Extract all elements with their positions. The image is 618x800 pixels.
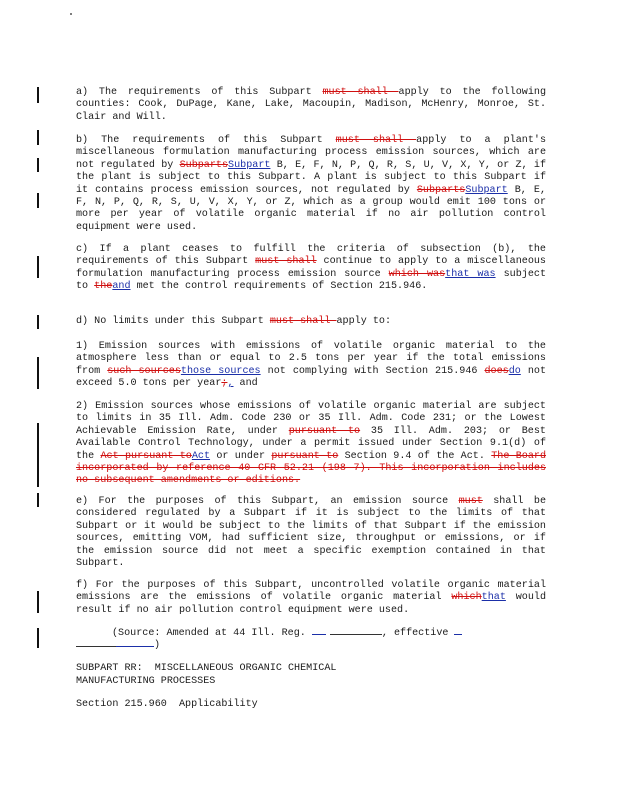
change-bar-d (37, 315, 39, 329)
deleted-text: pursuant to (288, 425, 361, 437)
deleted-text: Subparts (416, 184, 466, 196)
paragraph-text: continue to apply to a miscellaneous formulation manufacturing process emission source (76, 256, 546, 280)
source-note (112, 628, 546, 653)
paragraph-text: 1) Emission sources with emissions of volatile organic material to the atmosphere less than or equal to 2.5 tons per year if the total emissions from (76, 341, 546, 377)
deleted-text: pursuant to (271, 450, 339, 462)
source-reg-line (330, 634, 382, 635)
deleted-text: must shall (269, 316, 337, 327)
paragraph-text: not exceed 5.0 tons per year (76, 365, 547, 390)
paragraph-text: f) For the purposes of this Subpart, uncontrolled volatile organic material emissions are the emissions of volatile organic material (76, 580, 546, 604)
paragraph-d2 (76, 401, 546, 488)
paragraph-text: apply to: (336, 316, 391, 327)
deleted-text: must shall (255, 256, 317, 268)
change-bar-f (37, 591, 39, 613)
deleted-text: Act pursuant to (100, 450, 192, 462)
source-effective: , effective (381, 628, 449, 639)
inserted-text: Subpart (228, 159, 271, 171)
paragraph-text: met the control requirements of Section 215.946. (130, 281, 428, 293)
inserted-text: Subpart (465, 184, 508, 196)
paragraph-a (76, 87, 546, 124)
paragraph-text: B, E, F, N, P, Q, R, S, U, V, X, Y, or Z, which as a group would emit 100 tons or more per year of volatile organic material if no air pollution control equipment were used. (76, 184, 547, 233)
paragraph-text: subject to (76, 268, 546, 293)
paragraph-text: e) For the purposes of this Subpart, an emission source (76, 496, 459, 507)
subpart-heading-line1: SUBPART RR: MISCELLANEOUS ORGANIC CHEMICAL (76, 663, 337, 674)
deleted-text: does (484, 365, 509, 377)
deleted-text: ; (221, 378, 228, 390)
source-effective-blank (454, 634, 462, 635)
paragraph-text: shall be considered regulated by a Subpart if it is subject to the limits of that Subpart or it would be subject to the limits of that Subpart if the emission sources, emitting VOM, had sufficient size, throughput or emissions, or if the emission source did not meet a specific exemption contained in that Subpart. (76, 496, 546, 570)
source-prefix: (Source: Amended at 44 Ill. Reg. (112, 628, 306, 639)
paragraph-text: or under (210, 450, 272, 462)
source-suffix: ) (154, 640, 161, 652)
inserted-text: those sources (180, 365, 261, 377)
source-date-line (76, 646, 116, 647)
paragraph-text: 35 Ill. Adm. 203; or Best Available Control Technology, under a permit issued under Section 9.1(d) of the (76, 425, 546, 462)
section-heading: Section 215.960 Applicability (76, 699, 258, 710)
deleted-text: must (458, 496, 483, 507)
deleted-text: must shall (335, 135, 417, 146)
change-bar-b2 (37, 158, 39, 172)
inserted-text: and (112, 281, 131, 293)
inserted-text: do (508, 365, 521, 377)
deleted-text: which (451, 592, 482, 604)
subpart-heading-line2: MANUFACTURING PROCESSES (76, 676, 216, 687)
change-bar-b3 (37, 193, 39, 208)
deleted-text: which was (388, 268, 446, 280)
paragraph-d (76, 316, 546, 328)
change-bar-b1 (37, 130, 39, 145)
paragraph-text: d) No limits under this Subpart (76, 316, 270, 327)
change-bar-c (37, 256, 39, 278)
paragraph-text: a) The requirements of this Subpart (76, 87, 323, 98)
source-reg-blank (312, 634, 326, 635)
inserted-text: that was (445, 268, 496, 280)
paragraph-text: Section 9.4 of the Act. (338, 450, 492, 462)
change-bar-source (37, 628, 39, 648)
paragraph-d1 (76, 341, 546, 391)
paragraph-b (76, 135, 546, 234)
source-date-blank (116, 646, 154, 647)
paragraph-text: would result if no air pollution control equipment were used. (76, 592, 547, 616)
paragraph-e (76, 496, 546, 570)
deleted-text: such sources (107, 365, 181, 377)
inserted-text: Act (191, 450, 211, 462)
deleted-text: Subparts (179, 159, 229, 171)
paragraph-f (76, 580, 546, 617)
paragraph-text: and (233, 378, 258, 390)
paragraph-text: apply to a plant's miscellaneous formulation manufacturing process emission sources, which are not regulated by (76, 135, 547, 171)
paragraph-text: not complying with Section 215.946 (260, 365, 485, 377)
paragraph-text: B, E, F, N, P, Q, R, S, U, V, X, Y, or Z, if the plant is subject to this Subpart. A plant is subject to this Subpart if it contains process emission sources, not regulated by (76, 159, 546, 196)
inserted-text: , (227, 378, 234, 390)
scan-speck (70, 13, 72, 15)
deleted-text: the (94, 281, 113, 293)
paragraph-c (76, 244, 546, 294)
inserted-text: that (481, 592, 506, 604)
paragraph-text: b) The requirements of this Subpart (76, 135, 336, 146)
paragraph-text: apply to the following counties: Cook, DuPage, Kane, Lake, Macoupin, Madison, McHenry, Monroe, St. Clair and Will. (76, 87, 546, 123)
change-bar-d2 (37, 423, 39, 487)
change-bar-e (37, 493, 39, 507)
paragraph-text: c) If a plant ceases to fulfill the criteria of subsection (b), the requirements of this Subpart (76, 244, 546, 268)
paragraph-text: 2) Emission sources whose emissions of volatile organic material are subject to limits in 35 Ill. Adm. Code 230 or 35 Ill. Adm. Code 231; or the Lowest Achievable Emission Rate, under (76, 401, 546, 437)
deleted-text: must shall (322, 87, 399, 98)
change-bar-d1 (37, 357, 39, 389)
deleted-text: The Board incorporated by reference 40 CFR 52.21 (198 7). This incorporation includes no subsequent amendments or editions. (76, 450, 547, 487)
change-bar-a (37, 87, 39, 103)
